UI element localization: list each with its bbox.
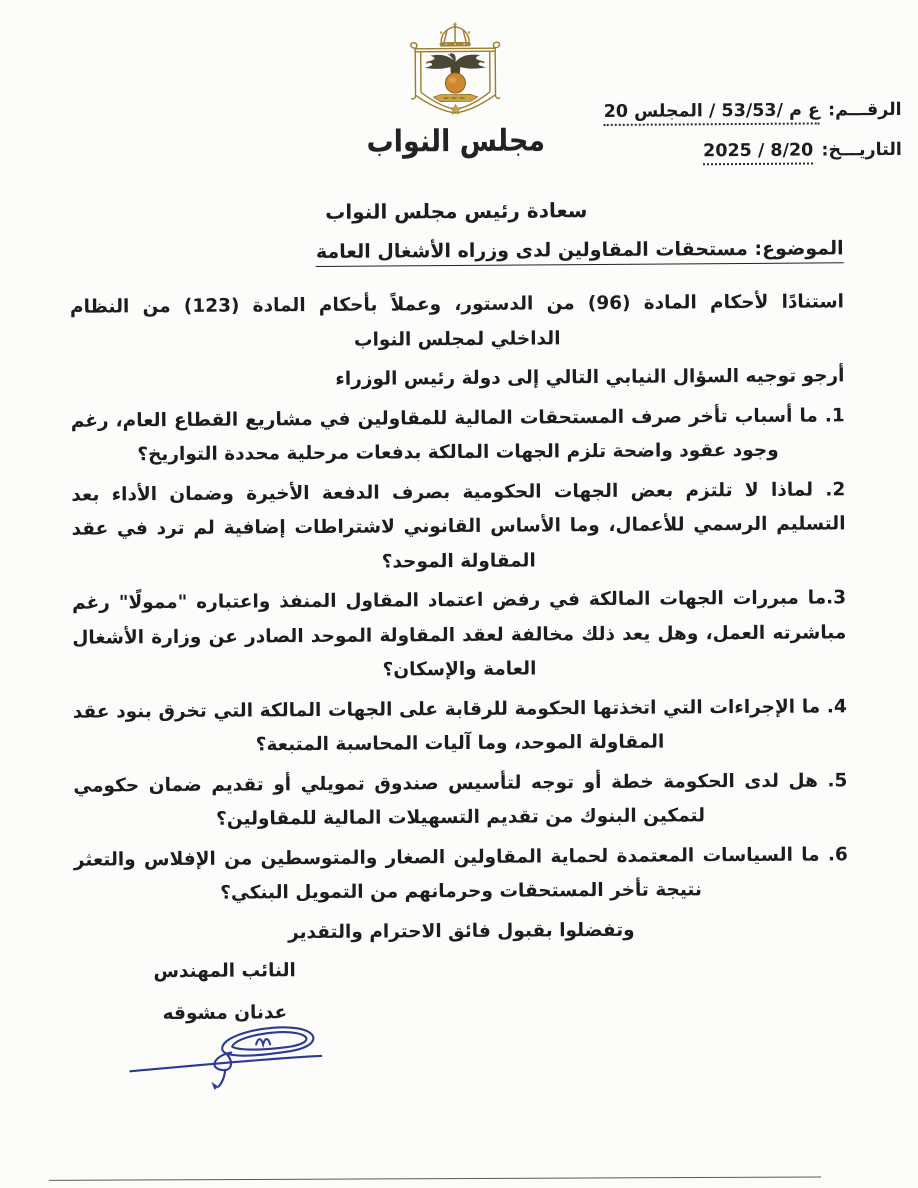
closing-line: وتفضلوا بقبول فائق الاحترام والتقدير — [287, 919, 635, 943]
ref-number-label: الرقـــم: — [827, 99, 902, 121]
question-paragraph-4: 4. ما الإجراءات التي اتخذتها الحكومة للرقابة على الجهات المالكة التي تخرق بنود عقد المقاولة الموحد، وما آليات المحاسبة المتبعة؟ — [72, 695, 847, 756]
date-line — [604, 140, 902, 162]
signatory-title: النائب المهندس — [153, 960, 296, 983]
letter-body — [0, 195, 918, 1091]
letterhead — [0, 0, 915, 195]
jordan-coat-of-arms-icon — [392, 22, 519, 117]
question-paragraph-3: 3.ما مبررات الجهات المالكة في رفض اعتماد المقاول المنفذ واعتباره "ممولًا" رغم مباشرته العمل، وهل يعد ذلك مخالفة لعقد المقاولة الموحد الصادر عن وزارة الأشغال العامة والإسكان؟ — [71, 587, 847, 681]
salutation: سعادة رئيس مجلس النواب — [325, 198, 588, 224]
ref-number-line — [604, 100, 902, 122]
ref-number-value: ع م /53/53 / المجلس 20 — [604, 100, 820, 126]
parliament-calligraphy-title: مجلس النواب — [366, 123, 546, 160]
question-paragraph-6: 6. ما السياسات المعتمدة لحماية المقاولين الصغار والمتوسطين من الإفلاس والتعثر نتيجة تأخر المستحقات وحرمانهم من التمويل البنكي؟ — [73, 843, 848, 904]
signature-block — [120, 958, 331, 1090]
question-paragraph-1: 1. ما أسباب تأخر صرف المستحقات المالية للمقاولين في مشاريع القطاع العام، رغم وجود عقود واضحة تلزم الجهات المالكة بدفعات مرحلية محددة التواريخ؟ — [70, 404, 845, 466]
subject-text: الموضوع: مستحقات المقاولين لدى وزراه الأشغال العامة — [316, 237, 844, 267]
reference-block — [604, 100, 903, 182]
date-value: 8/20 / 2025 — [703, 141, 813, 166]
subject-line — [70, 234, 844, 267]
signatory-name: عدنان مشوقه — [162, 1002, 288, 1025]
request-line: أرجو توجيه السؤال النيابي التالي إلى دولة رئيس الوزراء — [335, 365, 845, 390]
question-paragraph-5: 5. هل لدى الحكومة خطة أو توجه لتأسيس صندوق تمويلي أو تقديم ضمان حكومي لتمكين البنوك من تقديم التسهيلات المالية للمقاولين؟ — [73, 769, 848, 830]
intro-paragraph: استنادًا لأحكام المادة (96) من الدستور، وعملاً بأحكام المادة (123) من النظام الداخلي لمجلس النواب — [69, 291, 845, 351]
date-label: التاريـــخ: — [821, 139, 902, 161]
question-paragraph-2: 2. لماذا لا تلتزم بعض الجهات الحكومية بصرف الدفعة الأخيرة وضمان الأداء بعد التسليم الرسمي للأعمال، وما الأساس القانوني لاشتراطات إضافية لم ترد في عقد المقاولة الموحد؟ — [71, 478, 846, 573]
scan-fold-line — [49, 1176, 821, 1180]
